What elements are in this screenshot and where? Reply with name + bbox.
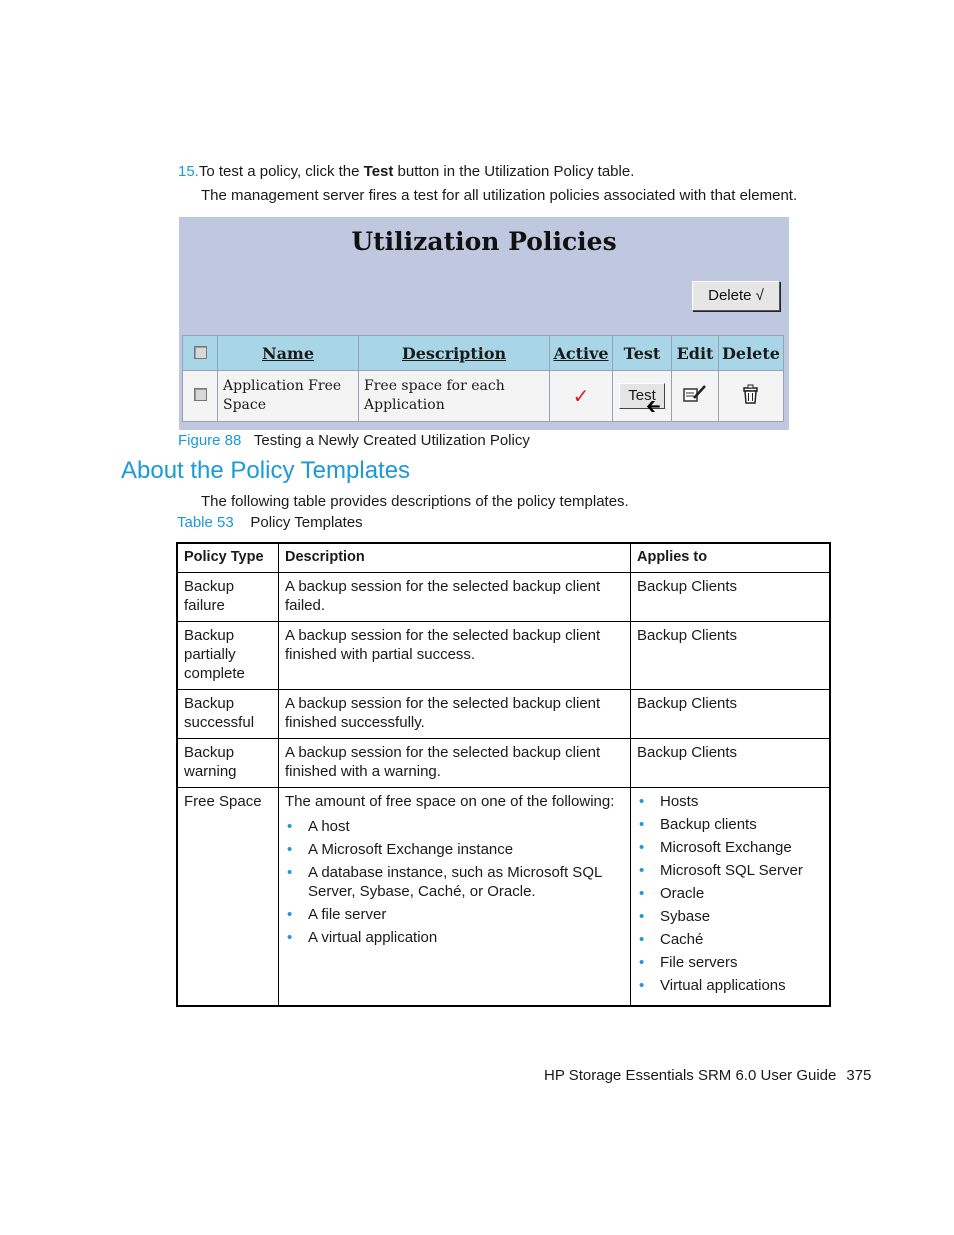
utilization-policy-table	[182, 335, 784, 422]
delete-cell	[719, 371, 784, 422]
list-item	[637, 907, 823, 926]
list-item-text: Oracle	[660, 885, 705, 902]
free-space-desc: The amount of free space on one of the following:	[285, 793, 615, 810]
guide-title: HP Storage Essentials SRM 6.0 User Guide	[544, 1067, 837, 1084]
policy-type-cell: Backup successful	[177, 690, 279, 739]
list-item-text: Sybase	[660, 908, 711, 925]
table-row	[183, 371, 784, 422]
header-applies-to: Applies to	[631, 543, 831, 573]
table-row	[177, 622, 830, 690]
list-item	[637, 815, 823, 834]
utilization-policies-screenshot	[179, 217, 789, 430]
policy-desc-line2: Application	[364, 397, 445, 413]
column-delete: Delete	[719, 336, 784, 371]
select-all-checkbox[interactable]	[194, 346, 207, 359]
section-title: About the Policy Templates	[121, 457, 411, 484]
list-item-text: Microsoft Exchange	[660, 839, 792, 856]
list-item	[285, 905, 624, 924]
list-item	[285, 928, 624, 947]
figure-caption-text: Testing a Newly Created Utilization Policy	[253, 432, 530, 449]
active-cell	[550, 371, 613, 422]
description-cell: A backup session for the selected backup client finished successfully.	[279, 690, 631, 739]
list-item	[637, 792, 823, 811]
page-number: 375	[846, 1067, 872, 1084]
list-item	[285, 817, 624, 836]
policy-type-cell: Backup partially complete	[177, 622, 279, 690]
description-cell: A backup session for the selected backup client failed.	[279, 573, 631, 622]
bullet-icon: •	[639, 977, 645, 994]
list-item-text: Microsoft SQL Server	[660, 862, 803, 879]
edit-icon[interactable]	[682, 383, 708, 405]
description-cell	[279, 788, 631, 1007]
bullet-icon: •	[639, 954, 645, 971]
applies-to-cell	[631, 788, 831, 1007]
column-name[interactable]: Name	[218, 336, 359, 371]
list-item	[285, 840, 624, 859]
bullet-icon: •	[639, 793, 645, 810]
list-item-text: Caché	[660, 931, 704, 948]
list-item-text: Hosts	[660, 793, 699, 810]
policy-desc-cell	[359, 371, 550, 422]
select-all-cell	[183, 336, 218, 371]
table-header-row	[177, 543, 830, 573]
bullet-icon: •	[287, 841, 293, 858]
mouse-cursor-icon: 🡰	[646, 396, 661, 416]
step-number: 15.	[178, 163, 199, 180]
bullet-icon: •	[287, 864, 293, 881]
bullet-icon: •	[639, 931, 645, 948]
list-item	[637, 930, 823, 949]
policy-name-line1: Application Free	[223, 378, 342, 394]
row-select-cell	[183, 371, 218, 422]
policy-desc-line1: Free space for each	[364, 378, 505, 394]
header-policy-type: Policy Type	[177, 543, 279, 573]
list-item-text: A database instance, such as Microsoft SQL Server, Sybase, Caché, or Oracle.	[308, 864, 602, 900]
column-description[interactable]: Description	[359, 336, 550, 371]
list-item-text: A Microsoft Exchange instance	[308, 841, 514, 858]
step-text-after: button in the Utilization Policy table.	[393, 163, 635, 180]
test-button[interactable]	[619, 383, 665, 416]
page-footer	[544, 1067, 871, 1084]
test-button-label: Test	[628, 387, 656, 404]
bullet-icon: •	[639, 862, 645, 879]
column-active[interactable]: Active	[550, 336, 613, 371]
bullet-icon: •	[287, 929, 293, 946]
active-check-icon: ✓	[572, 384, 590, 408]
bullet-icon: •	[639, 816, 645, 833]
test-cell	[613, 371, 672, 422]
list-item	[637, 953, 823, 972]
policy-name-line2: Space	[223, 397, 267, 413]
table-caption	[177, 514, 363, 531]
applies-to-cell: Backup Clients	[631, 573, 831, 622]
bullet-icon: •	[287, 818, 293, 835]
description-cell: A backup session for the selected backup client finished with partial success.	[279, 622, 631, 690]
list-item-text: A virtual application	[308, 929, 438, 946]
bullet-icon: •	[287, 906, 293, 923]
policy-templates-table	[176, 542, 831, 1007]
list-item	[637, 976, 823, 995]
table-row	[177, 690, 830, 739]
step-15	[178, 163, 634, 180]
policy-name-cell	[218, 371, 359, 422]
table-header-row	[183, 336, 784, 371]
table-row	[177, 788, 830, 1007]
step-text-before: To test a policy, click the	[198, 163, 364, 180]
step-paragraph: The management server fires a test for all utilization policies associated with that element.	[201, 187, 798, 204]
list-item	[637, 861, 823, 880]
free-space-desc-list	[285, 817, 624, 947]
free-space-applies-list	[637, 792, 823, 995]
list-item	[285, 863, 624, 901]
table-caption-label: Table 53	[177, 514, 234, 531]
list-item-text: A host	[308, 818, 350, 835]
applies-to-cell: Backup Clients	[631, 690, 831, 739]
table-row	[177, 739, 830, 788]
list-item	[637, 884, 823, 903]
section-intro: The following table provides descriptions of the policy templates.	[201, 493, 629, 510]
bullet-icon: •	[639, 908, 645, 925]
row-checkbox[interactable]	[194, 388, 207, 401]
table-row	[177, 573, 830, 622]
list-item-text: A file server	[308, 906, 387, 923]
column-test: Test	[613, 336, 672, 371]
list-item	[637, 838, 823, 857]
policy-type-cell: Backup warning	[177, 739, 279, 788]
table-caption-text: Policy Templates	[250, 514, 363, 531]
step-text-bold: Test	[363, 163, 394, 180]
bullet-icon: •	[639, 885, 645, 902]
figure-caption-label: Figure 88	[178, 432, 242, 449]
applies-to-cell: Backup Clients	[631, 622, 831, 690]
list-item-text: File servers	[660, 954, 738, 971]
applies-to-cell: Backup Clients	[631, 739, 831, 788]
column-edit: Edit	[672, 336, 719, 371]
figure-caption	[178, 432, 530, 449]
header-description: Description	[279, 543, 631, 573]
policy-type-cell: Backup failure	[177, 573, 279, 622]
list-item-text: Virtual applications	[660, 977, 786, 994]
edit-cell	[672, 371, 719, 422]
delete-selected-button[interactable]: Delete √	[692, 281, 780, 311]
list-item-text: Backup clients	[660, 816, 757, 833]
description-cell: A backup session for the selected backup client finished with a warning.	[279, 739, 631, 788]
bullet-icon: •	[639, 839, 645, 856]
figure-title: Utilization Policies	[351, 227, 617, 256]
trash-icon[interactable]	[741, 383, 761, 405]
policy-type-cell: Free Space	[177, 788, 279, 1007]
